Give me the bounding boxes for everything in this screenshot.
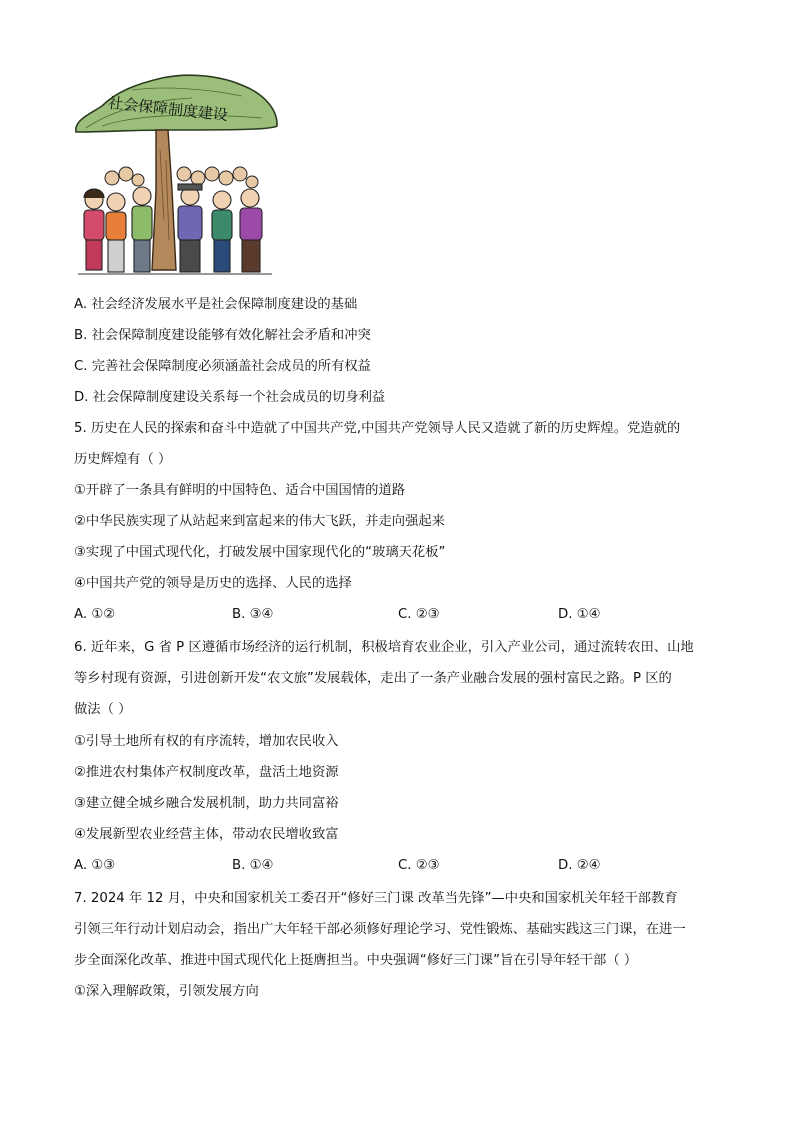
q6-item-2: ②推进农村集体产权制度改革，盘活土地资源 xyxy=(74,765,339,780)
q6-item-3: ③建立健全城乡融合发展机制，助力共同富裕 xyxy=(74,796,339,811)
q5-choice-a: A. ①② xyxy=(74,607,116,622)
q5-choice-d: D. ①④ xyxy=(558,607,601,622)
q6-choice-a: A. ①③ xyxy=(74,858,116,873)
q4-option-d: D. 社会保障制度建设关系每一个社会成员的切身利益 xyxy=(74,390,386,405)
q5-choice-b: B. ③④ xyxy=(232,607,274,622)
q7-stem-line1: 7. 2024 年 12 月，中央和国家机关工委召开“修好三门课 改革当先锋”—中央和国家机关年轻干部教育 xyxy=(74,891,678,906)
q5-item-3: ③实现了中国式现代化，打破发展中国家现代化的“玻璃天花板” xyxy=(74,545,446,560)
q6-stem-line1: 6. 近年来，G 省 P 区遵循市场经济的运行机制，积极培育农业企业，引入产业公司，通过流转农田、山地 xyxy=(74,640,694,655)
q5-stem-line2: 历史辉煌有（ ） xyxy=(74,452,172,467)
q4-option-b: B. 社会保障制度建设能够有效化解社会矛盾和冲突 xyxy=(74,328,371,343)
q5-item-2: ②中华民族实现了从站起来到富起来的伟大飞跃，并走向强起来 xyxy=(74,514,445,529)
q5-item-1: ①开辟了一条具有鲜明的中国特色、适合中国国情的道路 xyxy=(74,483,406,498)
q7-stem-line3: 步全面深化改革、推进中国式现代化上挺膺担当。中央强调“修好三门课”旨在引导年轻干部（ ） xyxy=(74,953,638,968)
q7-stem-line2: 引领三年行动计划启动会，指出广大年轻干部必须修好理论学习、党性锻炼、基础实践这三门课，在进一 xyxy=(74,922,686,937)
q4-option-c: C. 完善社会保障制度必须涵盖社会成员的所有权益 xyxy=(74,359,371,374)
q6-item-1: ①引导土地所有权的有序流转，增加农民收入 xyxy=(74,734,339,749)
q4-option-a: A. 社会经济发展水平是社会保障制度建设的基础 xyxy=(74,297,358,312)
q6-stem-line2: 等乡村现有资源，引进创新开发“农文旅”发展载体，走出了一条产业融合发展的强村富民之路。P 区的 xyxy=(74,671,672,686)
q5-choice-c: C. ②③ xyxy=(398,607,440,622)
q6-item-4: ④发展新型农业经营主体，带动农民增收致富 xyxy=(74,827,339,842)
q6-choice-c: C. ②③ xyxy=(398,858,440,873)
q6-stem-line3: 做法（ ） xyxy=(74,702,132,717)
tree-canopy-label: 社会保障制度建设 xyxy=(107,93,229,125)
q6-choice-b: B. ①④ xyxy=(232,858,274,873)
q6-choice-d: D. ②④ xyxy=(558,858,601,873)
q7-item-1: ①深入理解政策，引领发展方向 xyxy=(74,984,259,999)
social-security-tree-illustration xyxy=(72,70,280,282)
q5-item-4: ④中国共产党的领导是历史的选择、人民的选择 xyxy=(74,576,352,591)
q5-stem-line1: 5. 历史在人民的探索和奋斗中造就了中国共产党,中国共产党领导人民又造就了新的历史辉煌。党造就的 xyxy=(74,421,681,436)
